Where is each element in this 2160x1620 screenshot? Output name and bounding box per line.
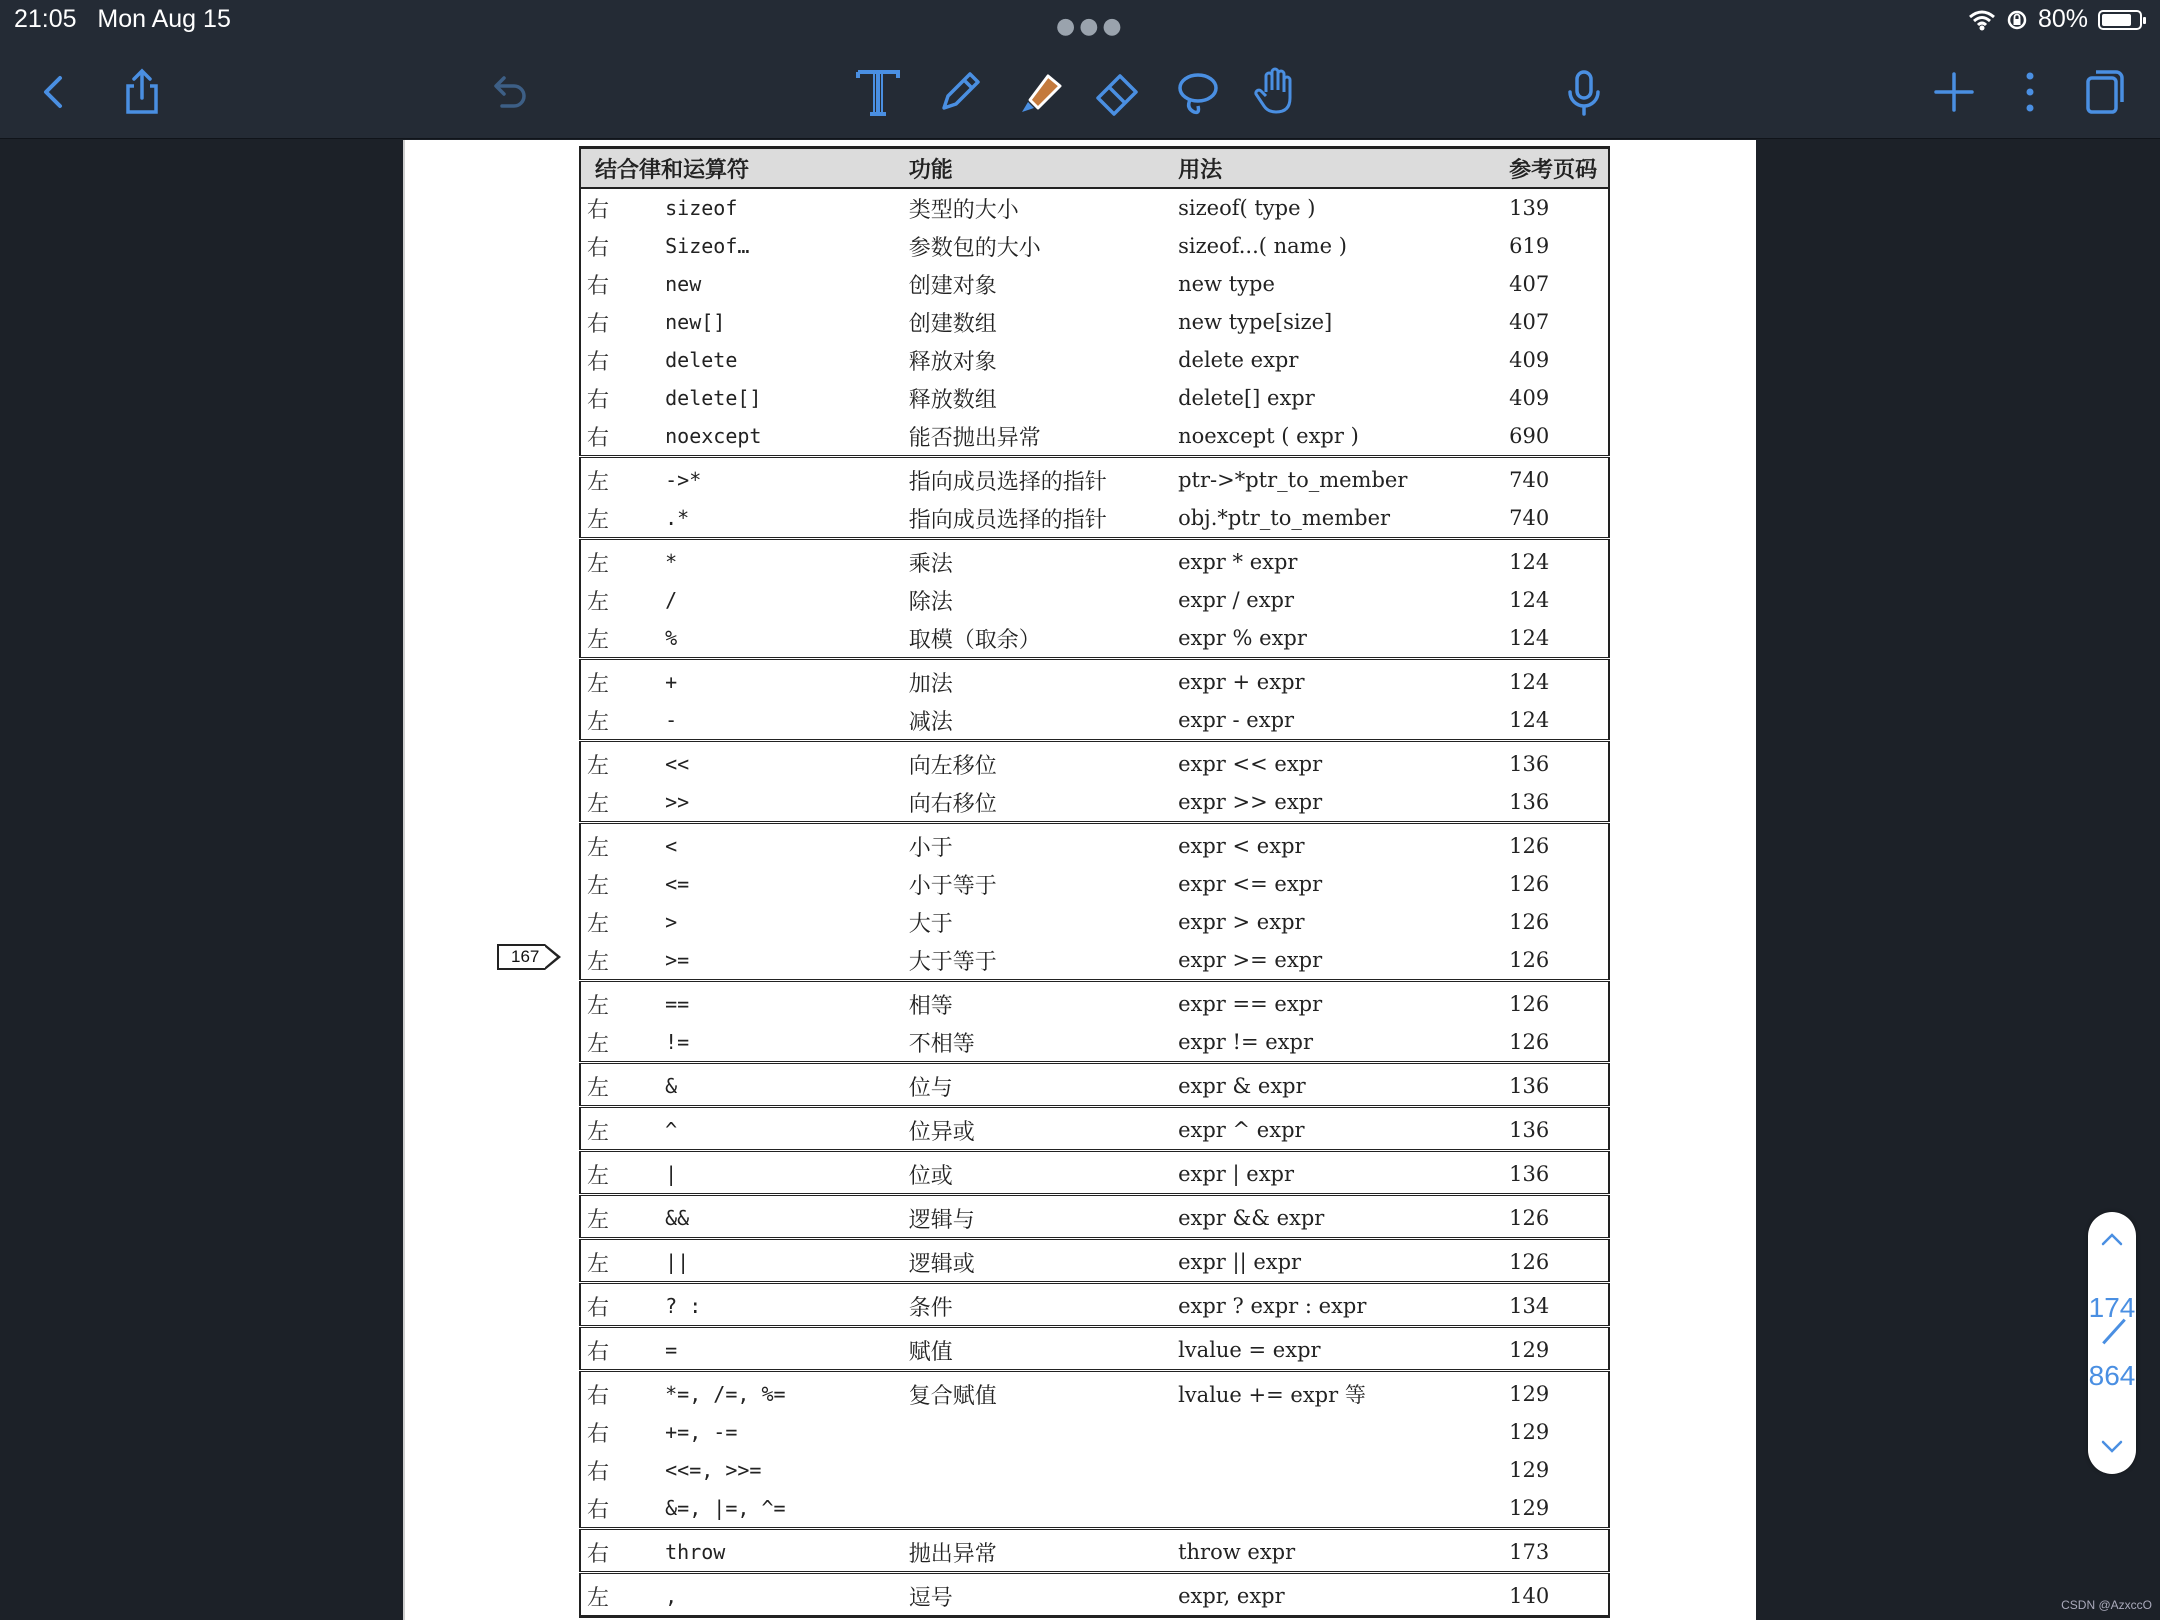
function-cell: 释放对象	[908, 349, 997, 375]
page-cell: 690	[1509, 424, 1550, 448]
usage-cell: expr * expr	[1172, 539, 1503, 582]
page-cell: 136	[1503, 1151, 1609, 1195]
operator-cell: >	[665, 910, 678, 934]
page-cell: 740	[1503, 457, 1609, 500]
assoc-cell: 右	[587, 273, 610, 299]
usage-cell: sizeof( type )	[1178, 196, 1316, 220]
assoc-cell: 左	[580, 981, 659, 1024]
usage-cell: expr + expr	[1172, 659, 1503, 702]
table-row	[580, 1451, 1609, 1489]
function-cell: 类型的大小	[908, 197, 1019, 223]
function-cell: 释放数组	[908, 387, 997, 413]
table-row	[580, 741, 1609, 784]
page-cell: 124	[1503, 659, 1609, 702]
operator-cell: /	[665, 588, 678, 612]
table-row	[580, 379, 1609, 417]
margin-page-number: 167	[497, 944, 545, 970]
battery-percent: 80%	[2037, 5, 2088, 33]
usage-cell: expr > expr	[1178, 910, 1305, 934]
usage-cell: expr || expr	[1172, 1239, 1503, 1283]
page-cell: 126	[1503, 1239, 1609, 1283]
operator-cell: ,	[659, 1573, 903, 1617]
usage-cell: expr & expr	[1172, 1063, 1503, 1107]
function-cell: 逻辑或	[903, 1239, 1172, 1283]
page-cell: 129	[1503, 1371, 1609, 1414]
operator-precedence-table	[579, 146, 1610, 1618]
total-pages: 864	[2088, 1360, 2136, 1391]
function-cell: 小于等于	[908, 873, 997, 899]
highlighter-tool-button[interactable]	[1010, 62, 1070, 122]
operator-cell: ? :	[659, 1283, 903, 1327]
table-row	[580, 499, 1609, 539]
assoc-cell: 左	[587, 791, 610, 817]
page-cell: 129	[1503, 1327, 1609, 1371]
table-row	[580, 823, 1609, 866]
table-row	[580, 1283, 1609, 1327]
function-cell: 向左移位	[903, 741, 1172, 784]
operator-cell: *	[659, 539, 903, 582]
table-row	[580, 581, 1609, 619]
usage-cell	[1172, 1489, 1503, 1529]
function-cell: 小于	[903, 823, 1172, 866]
operator-cell: &	[659, 1063, 903, 1107]
undo-button[interactable]	[478, 62, 538, 122]
pencil-icon	[932, 64, 988, 120]
table-row	[580, 227, 1609, 265]
function-cell: 能否抛出异常	[908, 425, 1041, 451]
highlighter-icon	[1012, 64, 1068, 120]
function-cell: 抛出异常	[903, 1529, 1172, 1573]
table-row	[580, 1371, 1609, 1414]
usage-cell: expr >> expr	[1178, 790, 1323, 814]
table-row	[580, 981, 1609, 1024]
add-button[interactable]	[1924, 62, 1984, 122]
more-icon	[2002, 64, 2058, 120]
usage-cell: expr | expr	[1172, 1151, 1503, 1195]
header-function: 功能	[903, 148, 1172, 189]
operator-cell: ^	[659, 1107, 903, 1151]
usage-cell: expr ^ expr	[1172, 1107, 1503, 1151]
assoc-cell: 左	[587, 507, 610, 533]
operator-cell: <<=, >>=	[665, 1458, 762, 1482]
hand-tool-button[interactable]	[1246, 62, 1306, 122]
function-cell: 条件	[903, 1283, 1172, 1327]
operator-cell: *=, /=, %=	[659, 1371, 903, 1414]
function-cell: 逻辑与	[903, 1195, 1172, 1239]
function-cell: 位与	[903, 1063, 1172, 1107]
table-row	[580, 941, 1609, 981]
function-cell: 乘法	[903, 539, 1172, 582]
assoc-cell: 左	[587, 627, 610, 653]
operator-cell: delete[]	[665, 386, 762, 410]
page-navigator[interactable]	[2088, 1212, 2136, 1474]
operator-cell: <<	[659, 741, 903, 784]
pages-button[interactable]	[2074, 62, 2134, 122]
table-row	[580, 1239, 1609, 1283]
page-cell: 407	[1509, 272, 1550, 296]
assoc-cell: 左	[580, 1063, 659, 1107]
operator-cell: !=	[665, 1030, 690, 1054]
usage-cell: lvalue = expr	[1172, 1327, 1503, 1371]
chevron-up-icon[interactable]	[2098, 1226, 2126, 1254]
table-row	[580, 303, 1609, 341]
function-cell	[903, 1413, 1172, 1451]
usage-cell: noexcept ( expr )	[1178, 424, 1359, 448]
function-cell	[903, 1451, 1172, 1489]
assoc-cell: 左	[587, 873, 610, 899]
assoc-cell: 右	[587, 197, 610, 223]
function-cell: 指向成员选择的指针	[903, 457, 1172, 500]
function-cell: 向右移位	[908, 791, 997, 817]
microphone-icon	[1556, 64, 1612, 120]
page-cell: 124	[1503, 539, 1609, 582]
app-chrome	[0, 0, 2160, 139]
current-page: 174	[2088, 1292, 2136, 1323]
page-cell: 129	[1509, 1420, 1550, 1444]
pages-icon	[2076, 64, 2132, 120]
page-cell: 124	[1509, 588, 1550, 612]
back-button[interactable]	[24, 62, 84, 122]
assoc-cell: 左	[580, 457, 659, 500]
assoc-cell: 左	[580, 1573, 659, 1617]
table-row	[580, 1573, 1609, 1617]
operator-cell: noexcept	[665, 424, 762, 448]
operator-cell: new	[665, 272, 702, 296]
usage-cell: lvalue += expr 等	[1172, 1371, 1503, 1414]
assoc-cell: 左	[587, 949, 610, 975]
page-cell: 409	[1509, 386, 1550, 410]
status-indicators	[1968, 5, 2142, 34]
assoc-cell: 左	[580, 823, 659, 866]
function-cell: 参数包的大小	[908, 235, 1041, 261]
date-text: Mon Aug 15	[97, 5, 231, 33]
page-cell: 129	[1509, 1458, 1550, 1482]
page-cell: 126	[1509, 948, 1550, 972]
lasso-tool-button[interactable]	[1168, 62, 1228, 122]
assoc-cell: 左	[587, 911, 610, 937]
usage-cell: expr, expr	[1172, 1573, 1503, 1617]
usage-cell: expr << expr	[1172, 741, 1503, 784]
function-cell: 减法	[908, 709, 953, 735]
table-header-row	[580, 148, 1609, 189]
assoc-cell: 左	[580, 659, 659, 702]
assoc-cell: 左	[580, 539, 659, 582]
document-page[interactable]	[403, 140, 1756, 1620]
usage-cell: delete[] expr	[1178, 386, 1315, 410]
operator-cell: .*	[665, 506, 690, 530]
table-row	[580, 1195, 1609, 1239]
table-row	[580, 701, 1609, 741]
add-icon	[1926, 64, 1982, 120]
function-cell: 大于	[908, 911, 953, 937]
table-row	[580, 1063, 1609, 1107]
function-cell: 赋值	[903, 1327, 1172, 1371]
eraser-tool-button[interactable]	[1088, 62, 1148, 122]
table-row	[580, 265, 1609, 303]
share-button[interactable]	[112, 62, 172, 122]
header-assoc-operator: 结合律和运算符	[580, 148, 903, 189]
table-row	[580, 619, 1609, 659]
usage-cell: expr <= expr	[1178, 872, 1323, 896]
undo-icon	[480, 64, 536, 120]
usage-cell: new type[size]	[1178, 310, 1333, 334]
assoc-cell: 左	[580, 1239, 659, 1283]
assoc-cell: 右	[587, 1497, 610, 1523]
watermark: CSDN @AzxccO	[2061, 1598, 2152, 1612]
share-icon	[114, 64, 170, 120]
microphone-button[interactable]	[1554, 62, 1614, 122]
operator-cell: &=, |=, ^=	[665, 1496, 786, 1520]
operator-cell: sizeof	[665, 196, 738, 220]
page-cell: 126	[1503, 1195, 1609, 1239]
usage-cell: ptr->*ptr_to_member	[1172, 457, 1503, 500]
function-cell: 除法	[908, 589, 953, 615]
operator-cell: <=	[665, 872, 690, 896]
page-cell: 139	[1509, 196, 1550, 220]
assoc-cell: 右	[580, 1529, 659, 1573]
pen-tool-button[interactable]	[930, 62, 990, 122]
usage-cell: delete expr	[1178, 348, 1299, 372]
function-cell: 取模（取余）	[908, 627, 1041, 653]
assoc-cell: 右	[580, 1371, 659, 1414]
assoc-cell: 左	[580, 1195, 659, 1239]
page-cell: 136	[1503, 1107, 1609, 1151]
function-cell: 创建对象	[908, 273, 997, 299]
usage-cell: expr < expr	[1172, 823, 1503, 866]
function-cell: 复合赋值	[903, 1371, 1172, 1414]
page-cell: 129	[1509, 1496, 1550, 1520]
operator-cell: ||	[659, 1239, 903, 1283]
hand-icon	[1248, 64, 1304, 120]
table-row	[580, 659, 1609, 702]
operator-cell: |	[659, 1151, 903, 1195]
assoc-cell: 右	[580, 1327, 659, 1371]
usage-cell	[1172, 1413, 1503, 1451]
assoc-cell: 右	[587, 349, 610, 375]
usage-cell: expr && expr	[1172, 1195, 1503, 1239]
operator-cell: &&	[659, 1195, 903, 1239]
assoc-cell: 左	[580, 741, 659, 784]
lasso-icon	[1170, 64, 1226, 120]
page-cell: 124	[1509, 708, 1550, 732]
table-row	[580, 1151, 1609, 1195]
page-cell: 124	[1509, 626, 1550, 650]
page-cell: 619	[1509, 234, 1550, 258]
operator-cell: ->*	[659, 457, 903, 500]
page-cell: 140	[1503, 1573, 1609, 1617]
table-row	[580, 417, 1609, 457]
function-cell: 加法	[903, 659, 1172, 702]
table-row	[580, 903, 1609, 941]
usage-cell: expr != expr	[1178, 1030, 1313, 1054]
status-time	[14, 5, 231, 34]
table-row	[580, 1413, 1609, 1451]
function-cell: 指向成员选择的指针	[908, 507, 1107, 533]
assoc-cell: 左	[587, 709, 610, 735]
table-body	[580, 188, 1609, 1617]
operator-cell: -	[665, 708, 678, 732]
margin-arrow-icon	[545, 944, 561, 970]
usage-cell: expr - expr	[1178, 708, 1295, 732]
operator-cell: >>	[665, 790, 690, 814]
header-usage: 用法	[1172, 148, 1503, 189]
usage-cell: expr / expr	[1178, 588, 1295, 612]
page-cell: 126	[1509, 910, 1550, 934]
assoc-cell: 右	[587, 387, 610, 413]
function-cell: 大于等于	[908, 949, 997, 975]
table-row	[580, 1023, 1609, 1063]
header-page-ref: 参考页码	[1503, 148, 1609, 189]
table-row	[580, 341, 1609, 379]
assoc-cell: 左	[580, 1151, 659, 1195]
margin-page-tag	[497, 944, 561, 970]
usage-cell: sizeof...( name )	[1178, 234, 1347, 258]
table-row	[580, 1489, 1609, 1529]
function-cell	[903, 1489, 1172, 1529]
table-row	[580, 1529, 1609, 1573]
page-cell: 173	[1503, 1529, 1609, 1573]
function-cell: 不相等	[908, 1031, 975, 1057]
assoc-cell: 左	[580, 1107, 659, 1151]
assoc-cell: 右	[587, 1459, 610, 1485]
operator-cell: >=	[665, 948, 690, 972]
table-row	[580, 783, 1609, 823]
page-cell: 740	[1509, 506, 1550, 530]
assoc-cell: 右	[587, 1421, 610, 1447]
usage-cell: new type	[1178, 272, 1275, 296]
usage-cell: throw expr	[1172, 1529, 1503, 1573]
function-cell: 逗号	[903, 1573, 1172, 1617]
assoc-cell: 右	[587, 425, 610, 451]
time-text: 21:05	[14, 5, 77, 33]
page-cell: 409	[1509, 348, 1550, 372]
page-cell: 126	[1503, 823, 1609, 866]
chevron-down-icon[interactable]	[2098, 1432, 2126, 1460]
operator-cell: %	[665, 626, 678, 650]
table-row	[580, 1107, 1609, 1151]
assoc-cell: 左	[587, 589, 610, 615]
operator-cell: =	[659, 1327, 903, 1371]
text-tool-button[interactable]	[848, 62, 908, 122]
function-cell: 位异或	[903, 1107, 1172, 1151]
table-row	[580, 188, 1609, 227]
page-cell: 134	[1503, 1283, 1609, 1327]
battery-fill	[2102, 14, 2131, 26]
table-row	[580, 539, 1609, 582]
function-cell: 创建数组	[908, 311, 997, 337]
page-cell: 407	[1509, 310, 1550, 334]
page-cell: 126	[1509, 872, 1550, 896]
eraser-icon	[1090, 64, 1146, 120]
page-cell: 126	[1509, 1030, 1550, 1054]
usage-cell	[1172, 1451, 1503, 1489]
operator-cell: <	[659, 823, 903, 866]
operator-cell: ==	[659, 981, 903, 1024]
usage-cell: obj.*ptr_to_member	[1178, 506, 1391, 530]
page-cell: 136	[1509, 790, 1550, 814]
wifi-icon	[1968, 9, 1996, 31]
assoc-cell: 右	[587, 235, 610, 261]
operator-cell: +=, -=	[665, 1420, 738, 1444]
page-cell: 126	[1503, 981, 1609, 1024]
operator-cell: throw	[659, 1529, 903, 1573]
function-cell: 位或	[903, 1151, 1172, 1195]
page-cell: 136	[1503, 1063, 1609, 1107]
battery-icon	[2098, 10, 2142, 30]
operator-cell: +	[659, 659, 903, 702]
page-cell: 136	[1503, 741, 1609, 784]
operator-cell: delete	[665, 348, 738, 372]
usage-cell: expr % expr	[1178, 626, 1307, 650]
text-tool-icon	[850, 64, 906, 120]
assoc-cell: 右	[580, 1283, 659, 1327]
assoc-cell: 左	[587, 1031, 610, 1057]
usage-cell: expr >= expr	[1178, 948, 1323, 972]
back-icon	[26, 64, 82, 120]
function-cell: 相等	[903, 981, 1172, 1024]
operator-cell: Sizeof…	[665, 234, 750, 258]
assoc-cell: 右	[587, 311, 610, 337]
usage-cell: expr == expr	[1172, 981, 1503, 1024]
more-button[interactable]	[2000, 62, 2060, 122]
table-row	[580, 865, 1609, 903]
operator-cell: new[]	[665, 310, 726, 334]
usage-cell: expr ? expr : expr	[1172, 1283, 1503, 1327]
table-row	[580, 457, 1609, 500]
multitasking-dots-icon[interactable]: ●●●	[1056, 14, 1126, 39]
table-row	[580, 1327, 1609, 1371]
rotation-lock-icon	[2006, 9, 2028, 31]
